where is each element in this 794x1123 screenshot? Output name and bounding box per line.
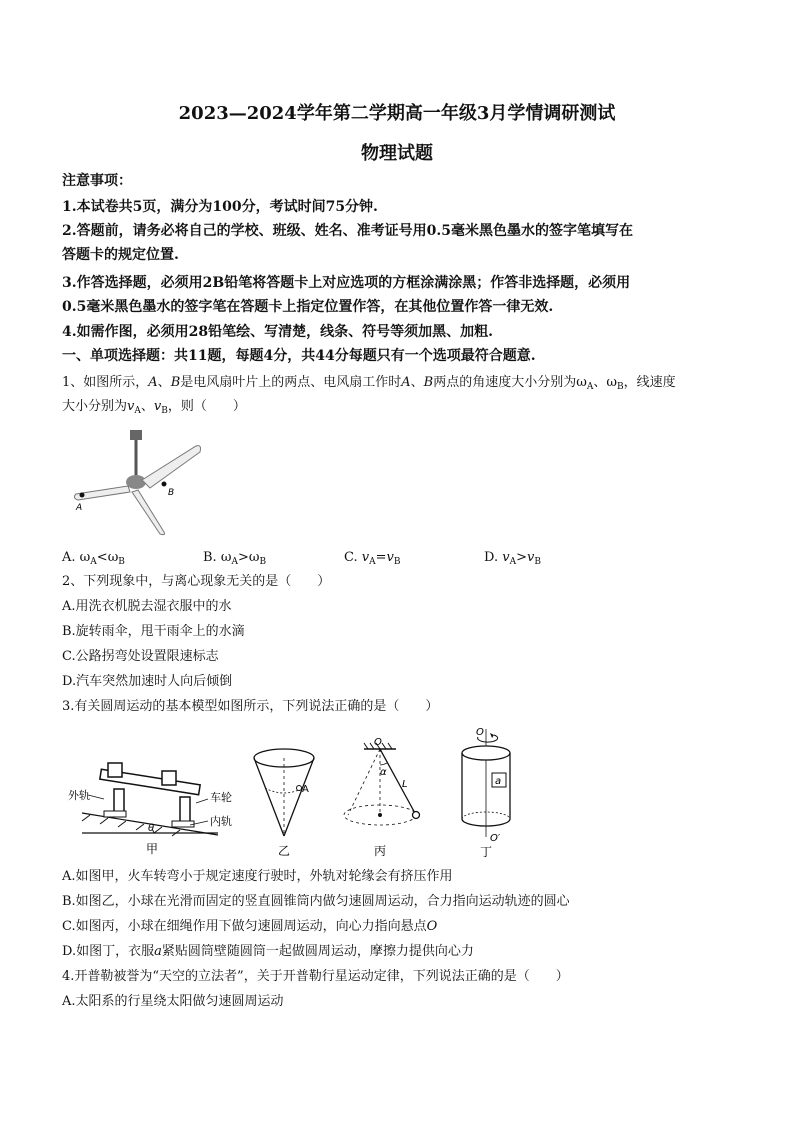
notice-item: 1.本试卷共5页，满分为100分，考试时间75分钟. (62, 199, 378, 215)
notice-item: 0.5毫米黑色墨水的签字笔在答题卡上指定位置作答，在其他位置作答一律无效. (62, 299, 554, 315)
q2-option-b[interactable]: B.旋转雨伞，甩干雨伞上的水滴 (62, 624, 245, 639)
q3-stem: 3.有关圆周运动的基本模型如图所示，下列说法正确的是（ ） (62, 699, 439, 714)
q3-option-d[interactable]: D.如图丁，衣服a紧贴圆筒壁随圆筒一起做圆周运动，摩擦力提供向心力 (62, 944, 474, 959)
wheel-label: 车轮 (210, 791, 232, 804)
q3-option-a[interactable]: A.如图甲，火车转弯小于规定速度行驶时，外轨对轮缘会有挤压作用 (62, 869, 453, 884)
figure-ding (448, 725, 538, 860)
exam-subtitle: 物理试题 (361, 143, 433, 164)
notice-item: 2.答题前，请务必将自己的学校、班级、姓名、准考证号用0.5毫米黑色墨水的签字笔填写在 (62, 223, 633, 239)
caption-ding: 丁 (480, 845, 493, 859)
figure-bing (340, 735, 440, 860)
q3-option-b[interactable]: B.如图乙，小球在光滑而固定的竖直圆锥筒内做匀速圆周运动，合力指向运动轨迹的圆心 (62, 894, 570, 909)
figure-jia (68, 755, 243, 860)
q3-option-c[interactable]: C.如图丙，小球在细绳作用下做匀速圆周运动，向心力指向悬点O (62, 919, 438, 934)
figure-yi (248, 740, 328, 860)
section-heading: 一、单项选择题：共11题，每题4分，共44分每题只有一个选项最符合题意. (62, 348, 536, 364)
pendulum-o-label: O (374, 737, 382, 748)
cylinder-o-top: O (476, 727, 484, 738)
point-a-dot (80, 493, 85, 498)
fan-label-a: A (76, 503, 83, 513)
caption-bing: 丙 (374, 844, 387, 858)
notice-item: 答题卡的规定位置. (62, 247, 179, 263)
q1-stem-line2: 大小分别为$v_A$、$v_B$，则（ ） (62, 399, 246, 416)
notice-item: 3.作答选择题，必须用2B铅笔将答题卡上对应选项的方框涂满涂黑；作答非选择题，必须用 (62, 275, 631, 291)
caption-jia: 甲 (146, 842, 159, 856)
notice-heading: 注意事项： (62, 173, 132, 189)
clothes-a-label: a (495, 776, 502, 787)
q1-option-c[interactable]: C. $v_A=v_B$ (344, 550, 401, 567)
q2-option-c[interactable]: C.公路拐弯处设置限速标志 (62, 649, 219, 664)
q1-option-d[interactable]: D. $v_A>v_B$ (484, 550, 541, 567)
q1-option-a[interactable]: A. $\omega_A<\omega_B$ (62, 550, 125, 567)
cone-point-a: A (302, 784, 309, 795)
point-b-dot (162, 482, 167, 487)
caption-yi: 乙 (278, 844, 291, 858)
outer-rail-label: 外轨 (68, 789, 90, 802)
q1-stem-line1: 1、如图所示，A、B是电风扇叶片上的两点、电风扇工作时A、B两点的角速度大小分别为$\omega_A$、$\omega_B$，线速度 (62, 375, 676, 392)
cylinder-o-bottom: O′ (490, 833, 501, 844)
length-label: L (402, 779, 408, 790)
q2-option-a[interactable]: A.用洗衣机脱去湿衣服中的水 (62, 599, 232, 614)
notice-item: 4.如需作图，必须用28铅笔绘、写清楚，线条、符号等须加黑、加粗. (62, 324, 493, 340)
theta-label: θ (148, 823, 155, 834)
q1-option-b[interactable]: B. $\omega_A>\omega_B$ (203, 550, 267, 567)
q2-option-d[interactable]: D.汽车突然加速时人向后倾倒 (62, 674, 233, 689)
q2-stem: 2、下列现象中，与离心现象无关的是（ ） (62, 574, 331, 589)
q4-option-a[interactable]: A.太阳系的行星绕太阳做匀速圆周运动 (62, 994, 284, 1009)
inner-rail-label: 内轨 (210, 815, 232, 828)
q4-stem: 4.开普勒被誉为“天空的立法者”，关于开普勒行星运动定律，下列说法正确的是（ ） (62, 969, 569, 984)
fan-figure (68, 428, 208, 538)
alpha-label: α (380, 767, 387, 778)
fan-label-b: B (168, 488, 175, 498)
exam-title: 2023—2024学年第二学期高一年级3月学情调研测试 (178, 103, 616, 124)
